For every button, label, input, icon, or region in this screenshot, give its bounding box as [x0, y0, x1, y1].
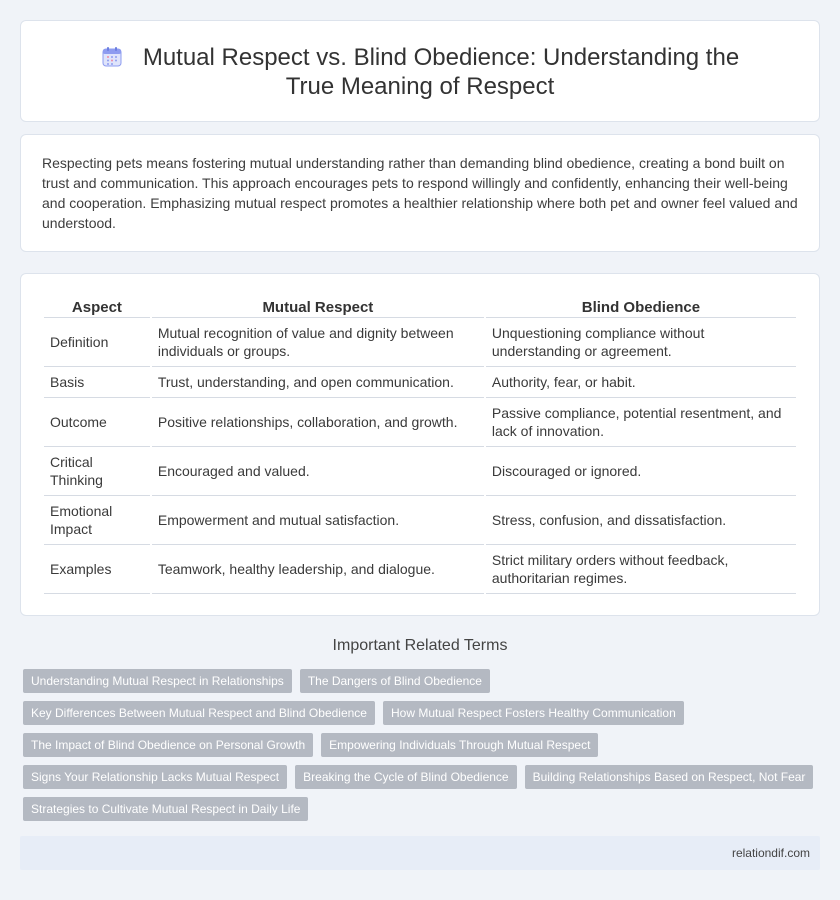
table-row: [44, 496, 796, 545]
intro-card: [20, 134, 820, 252]
comparison-card: [20, 273, 820, 616]
related-term-tag[interactable]: Building Relationships Based on Respect, Not Fear: [525, 765, 814, 789]
intro-paragraph: Respecting pets means fostering mutual understanding rather than demanding blind obedience, creating a bond built on trust and communication. This approach encourages pets to respond willingly and confidently, enhancing their well-being and cooperation. Emphasizing mutual respect promotes a healthier relationship where both pet and owner feel valued and understood.: [42, 155, 798, 231]
table-row: [44, 545, 796, 594]
related-term-tag[interactable]: Signs Your Relationship Lacks Mutual Respect: [23, 765, 287, 789]
header-blind-obedience: Blind Obedience: [486, 294, 796, 318]
table-row: [44, 398, 796, 447]
aspect-cell: Emotional Impact: [44, 496, 150, 545]
mutual-respect-cell: Positive relationships, collaboration, and growth.: [152, 398, 484, 447]
calendar-icon: [101, 46, 123, 68]
table-row: [44, 367, 796, 398]
table-row: [44, 447, 796, 496]
related-terms-tags: [23, 669, 813, 829]
related-term-tag[interactable]: The Dangers of Blind Obedience: [300, 669, 490, 693]
blind-obedience-cell: Stress, confusion, and dissatisfaction.: [486, 496, 796, 545]
aspect-cell: Outcome: [44, 398, 150, 447]
blind-obedience-cell: Passive compliance, potential resentment, and lack of innovation.: [486, 398, 796, 447]
comparison-table: [42, 294, 798, 594]
footer-site-link[interactable]: relationdif.com: [731, 846, 810, 860]
related-term-tag[interactable]: Strategies to Cultivate Mutual Respect in Daily Life: [23, 797, 308, 821]
blind-obedience-cell: Unquestioning compliance without understanding or agreement.: [486, 318, 796, 367]
related-term-tag[interactable]: How Mutual Respect Fosters Healthy Communication: [383, 701, 684, 725]
aspect-cell: Definition: [44, 318, 150, 367]
mutual-respect-cell: Empowerment and mutual satisfaction.: [152, 496, 484, 545]
aspect-cell: Critical Thinking: [44, 447, 150, 496]
aspect-cell: Basis: [44, 367, 150, 398]
page-title: [21, 43, 819, 101]
mutual-respect-cell: Mutual recognition of value and dignity between individuals or groups.: [152, 318, 484, 367]
header-aspect: Aspect: [44, 294, 150, 318]
mutual-respect-cell: Trust, understanding, and open communication.: [152, 367, 484, 398]
table-row: [44, 318, 796, 367]
mutual-respect-cell: Encouraged and valued.: [152, 447, 484, 496]
blind-obedience-cell: Strict military orders without feedback, authoritarian regimes.: [486, 545, 796, 594]
related-term-tag[interactable]: The Impact of Blind Obedience on Personal Growth: [23, 733, 313, 757]
page-title-text: Mutual Respect vs. Blind Obedience: Understanding the True Meaning of Respect: [142, 44, 740, 100]
blind-obedience-cell: Authority, fear, or habit.: [486, 367, 796, 398]
related-term-tag[interactable]: Breaking the Cycle of Blind Obedience: [295, 765, 516, 789]
table-header-row: [44, 294, 796, 318]
aspect-cell: Examples: [44, 545, 150, 594]
blind-obedience-cell: Discouraged or ignored.: [486, 447, 796, 496]
title-card: [20, 20, 820, 122]
mutual-respect-cell: Teamwork, healthy leadership, and dialogue.: [152, 545, 484, 594]
related-term-tag[interactable]: Key Differences Between Mutual Respect and Blind Obedience: [23, 701, 375, 725]
header-mutual-respect: Mutual Respect: [152, 294, 484, 318]
related-term-tag[interactable]: Empowering Individuals Through Mutual Respect: [321, 733, 598, 757]
related-terms-title: Important Related Terms: [332, 637, 508, 654]
footer: [20, 836, 820, 870]
related-term-tag[interactable]: Understanding Mutual Respect in Relationships: [23, 669, 292, 693]
